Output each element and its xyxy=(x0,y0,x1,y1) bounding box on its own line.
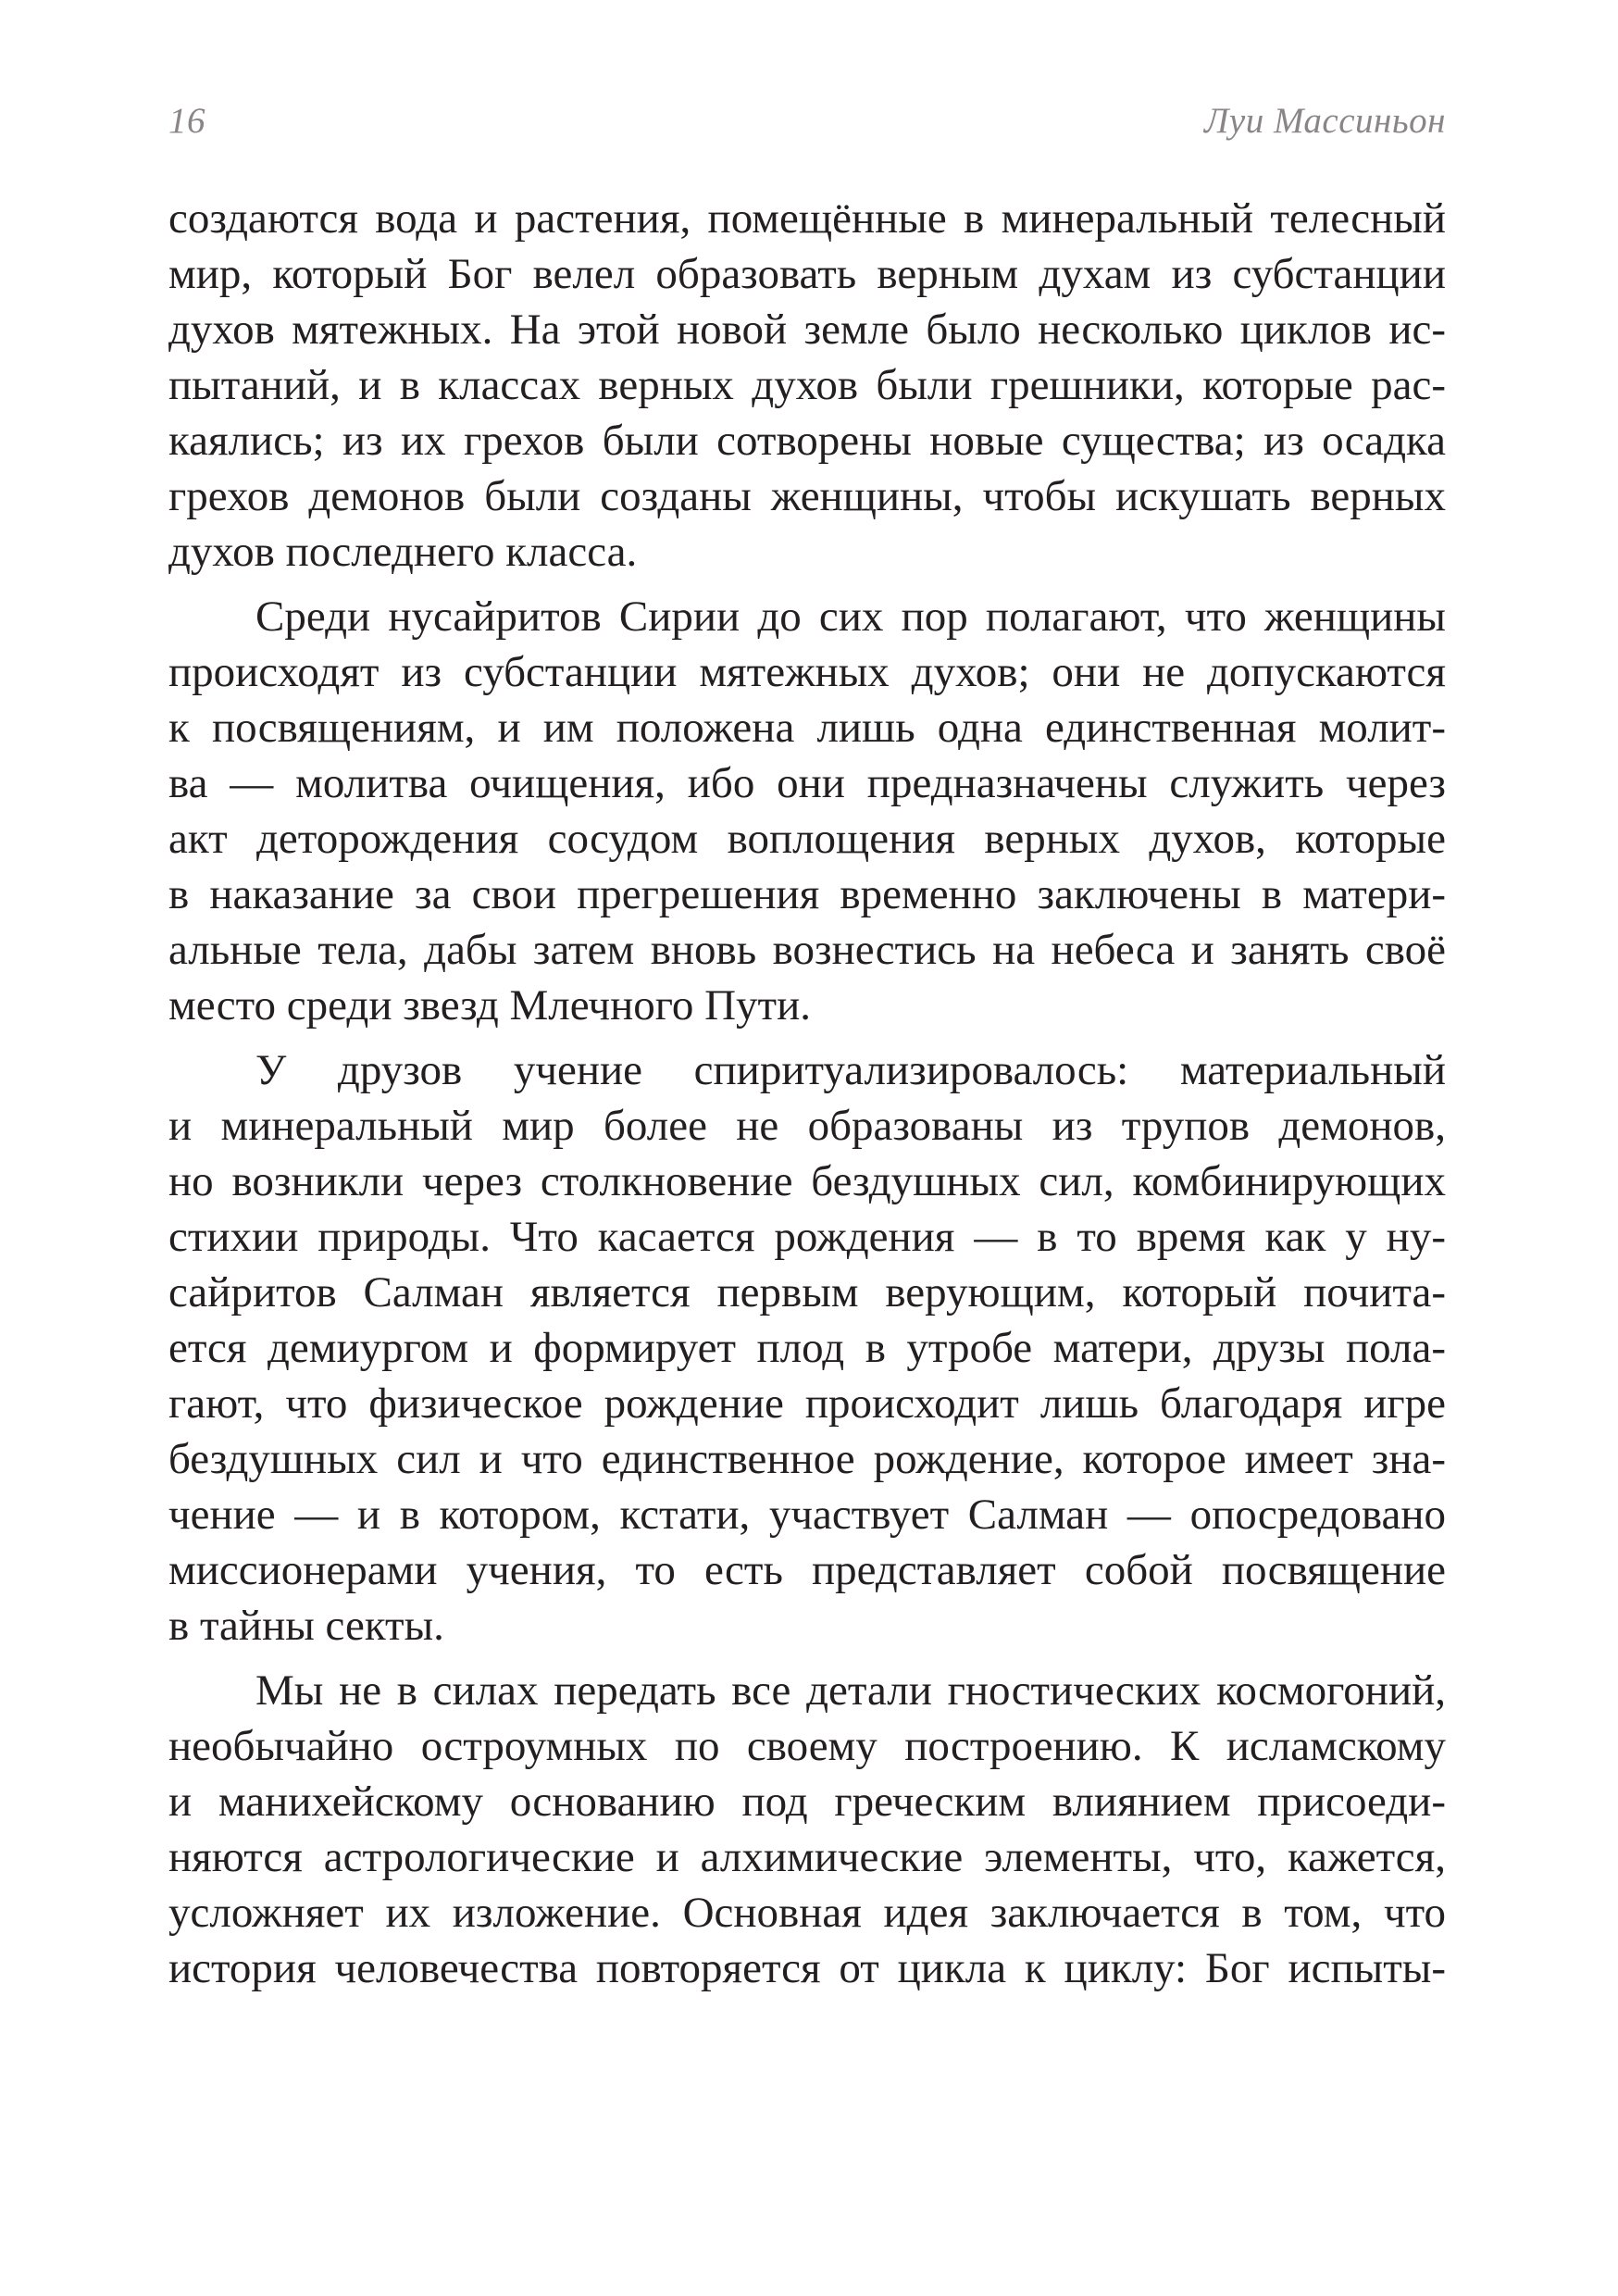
text-line: но возникли через столкновение бездушных сил, комбинирующих xyxy=(168,1157,1446,1205)
text-line: У друзов учение спиритуализировалось: материальный xyxy=(255,1046,1446,1094)
text-line: духов мятежных. На этой новой земле было несколько циклов ис- xyxy=(168,306,1446,354)
text-line: духов последнего класса. xyxy=(168,528,638,576)
text-line: усложняет их изложение. Основная идея заключается в том, что xyxy=(168,1889,1446,1937)
text-line: стихии природы. Что касается рождения — в то время как у ну- xyxy=(168,1213,1446,1261)
text-line: Среди нусайритов Сирии до сих пор полагают, что женщины xyxy=(255,593,1446,641)
text-line: происходят из субстанции мятежных духов; они не допускаются xyxy=(168,648,1446,696)
text-line: каялись; из их грехов были сотворены новые существа; из осадка xyxy=(168,417,1446,465)
text-line: в наказание за свои прегрешения временно заключены в матери- xyxy=(168,870,1446,918)
running-head-author: Луи Массиньон xyxy=(1204,101,1446,141)
text-line: история человечества повторяется от цикла к циклу: Бог испыты- xyxy=(168,1944,1446,1992)
text-line: и манихейскому основанию под греческим влиянием присоеди- xyxy=(168,1778,1446,1826)
text-line: миссионерами учения, то есть представляет собой посвящение xyxy=(168,1546,1446,1594)
paragraph xyxy=(168,1042,1446,1653)
text-line: Мы не в силах передать все детали гностических космогоний, xyxy=(255,1666,1446,1715)
paragraph xyxy=(168,589,1446,1033)
text-line: пытаний, и в классах верных духов были грешники, которые рас- xyxy=(168,361,1446,409)
text-line: необычайно остроумных по своему построению. К исламскому xyxy=(168,1722,1446,1770)
text-line: к посвящениям, и им положена лишь одна единственная молит- xyxy=(168,704,1446,752)
body-text xyxy=(168,191,1446,2005)
text-line: бездушных сил и что единственное рождение, которое имеет зна- xyxy=(168,1435,1446,1483)
text-line: и минеральный мир более не образованы из трупов демонов, xyxy=(168,1102,1446,1150)
text-line: акт деторождения сосудом воплощения верных духов, которые xyxy=(168,815,1446,863)
text-line: гают, что физическое рождение происходит лишь благодаря игре xyxy=(168,1379,1446,1428)
text-line: ва — молитва очищения, ибо они предназначены служить через xyxy=(168,759,1446,807)
text-line: альные тела, дабы затем вновь вознестись на небеса и занять своё xyxy=(168,926,1446,974)
running-head xyxy=(168,100,1446,146)
text-line: чение — и в котором, кстати, участвует Салман — опосредовано xyxy=(168,1491,1446,1539)
paragraph xyxy=(168,1663,1446,1996)
text-line: создаются вода и растения, помещённые в минеральный телесный xyxy=(168,194,1446,243)
text-line: няются астрологические и алхимические элементы, что, кажется, xyxy=(168,1833,1446,1881)
paragraph xyxy=(168,191,1446,580)
text-line: место среди звезд Млечного Пути. xyxy=(168,981,811,1029)
text-line: сайритов Салман является первым верующим, который почита- xyxy=(168,1268,1446,1316)
text-line: ется демиургом и формирует плод в утробе матери, друзы пола- xyxy=(168,1324,1446,1372)
text-line: грехов демонов были созданы женщины, чтобы искушать верных xyxy=(168,472,1446,520)
text-line: мир, который Бог велел образовать верным духам из субстанции xyxy=(168,250,1446,298)
page-number: 16 xyxy=(168,101,205,141)
text-line: в тайны секты. xyxy=(168,1602,444,1650)
